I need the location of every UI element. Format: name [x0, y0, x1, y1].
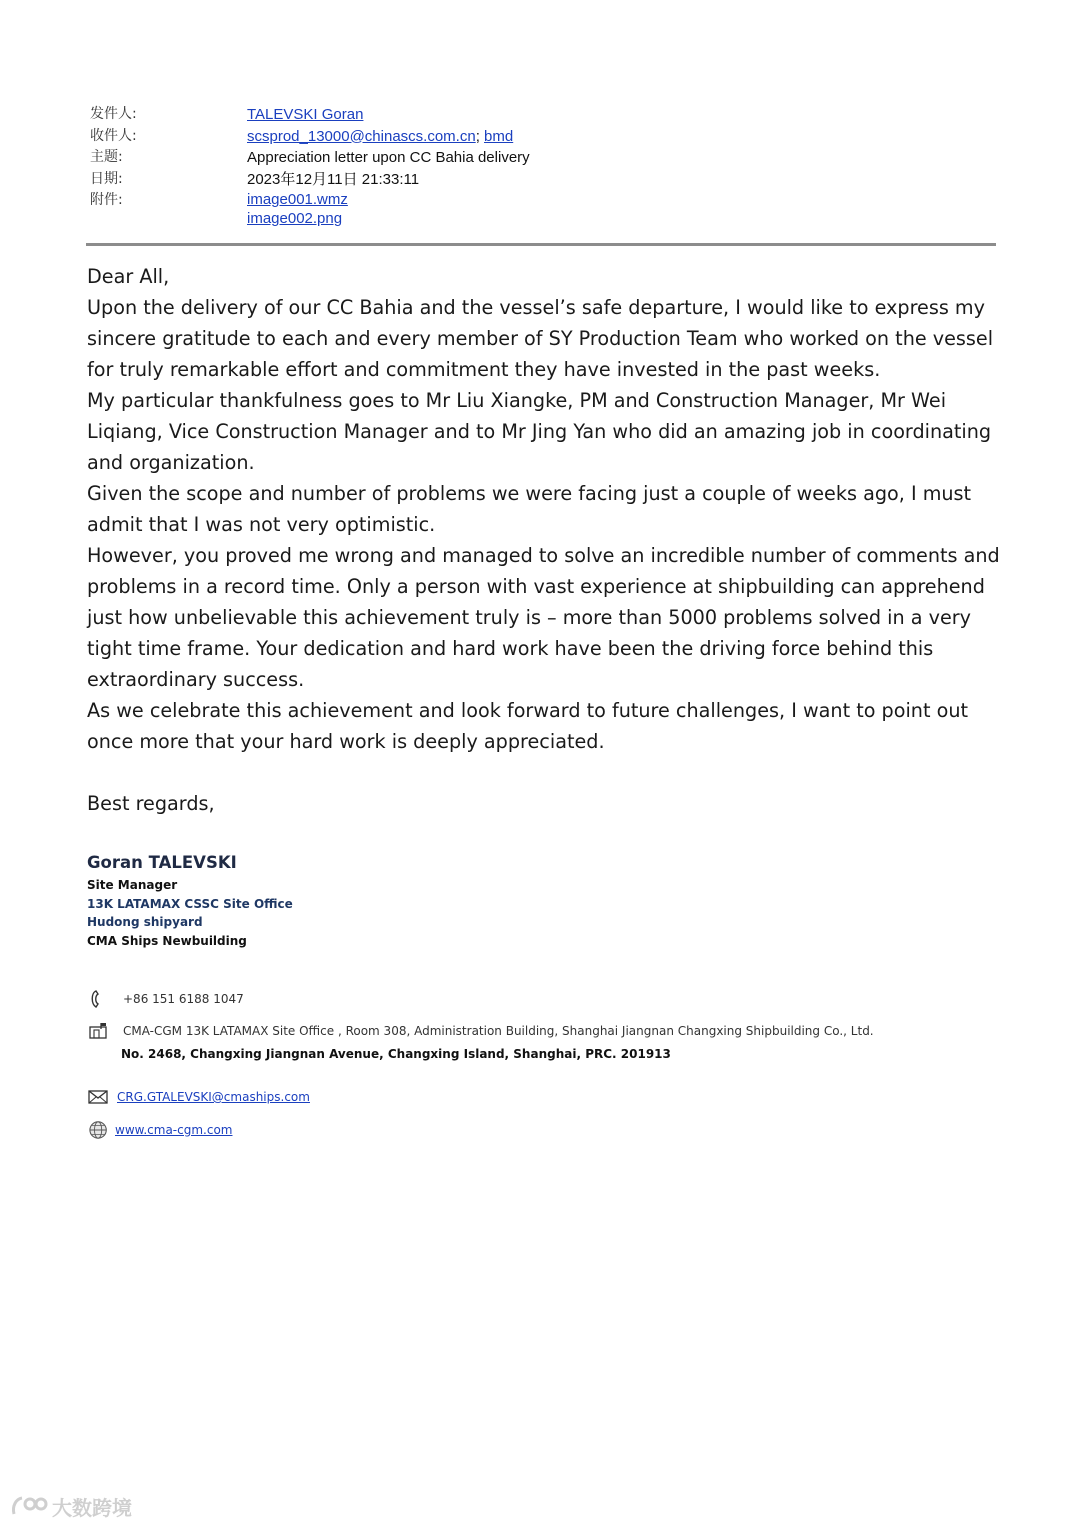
date-label: 日期:	[90, 170, 123, 187]
attachments-label: 附件:	[90, 192, 123, 208]
address-line-1: CMA-CGM 13K LATAMAX Site Office , Room 308, Administration Building, Shanghai Jiangnan Changxing Shipbuilding Co., Ltd.	[123, 1024, 874, 1038]
from-row	[90, 104, 996, 126]
signature-company: CMA Ships Newbuilding	[87, 933, 247, 948]
signature-office: 13K LATAMAX CSSC Site Office	[87, 896, 293, 911]
signature-block	[87, 853, 293, 950]
subject-label: 主题:	[90, 149, 123, 165]
date-value: 2023年12月11日 21:33:11	[247, 170, 420, 188]
watermark-text: 大数跨境	[52, 1496, 132, 1520]
envelope-icon	[87, 1087, 111, 1107]
attachment-link[interactable]: image001.wmz	[247, 191, 348, 208]
phone-icon	[87, 989, 111, 1009]
recipient-separator: ;	[475, 127, 480, 145]
signature-shipyard: Hudong shipyard	[87, 915, 203, 930]
to-row	[90, 126, 996, 148]
from-label: 发件人:	[90, 106, 137, 122]
to-label: 收件人:	[90, 127, 137, 144]
letter-body	[87, 261, 1002, 757]
address-row	[87, 1021, 874, 1041]
watermark-logo-icon	[10, 1494, 52, 1520]
sender-link[interactable]: TALEVSKI Goran	[247, 106, 364, 123]
greeting: Dear All,	[87, 265, 170, 288]
body-paragraph: As we celebrate this achievement and look forward to future challenges, I want to point out once more that your hard work is deeply appreciated.	[87, 699, 969, 753]
globe-icon	[87, 1120, 111, 1140]
mailbox-icon	[87, 1021, 111, 1041]
phone-row	[87, 989, 244, 1009]
email-link[interactable]: CRG.GTALEVSKI@cmaships.com	[117, 1090, 310, 1104]
body-paragraph: My particular thankfulness goes to Mr Liu Xiangke, PM and Construction Manager, Mr Wei Liqiang, Vice Construction Manager and to Mr Jing Yan who did an amazing job in coordinating and organization.	[87, 389, 992, 474]
body-paragraph: Given the scope and number of problems we were facing just a couple of weeks ago, I must admit that I was not very optimistic.	[87, 482, 972, 536]
header-separator	[86, 243, 996, 246]
email-header	[90, 104, 996, 228]
subject-value: Appreciation letter upon CC Bahia delivery	[247, 149, 530, 166]
email-row	[87, 1087, 310, 1107]
watermark	[10, 1492, 132, 1521]
recipient-link-2[interactable]: bmd	[484, 127, 514, 145]
address-line-2: No. 2468, Changxing Jiangnan Avenue, Changxing Island, Shanghai, PRC. 201913	[121, 1047, 671, 1061]
body-paragraph: Upon the delivery of our CC Bahia and the vessel’s safe departure, I would like to express my sincere gratitude to each and every member of SY Production Team who worked on the vessel for truly remarkable effort and commitment they have invested in the past weeks.	[87, 296, 994, 381]
date-row	[90, 169, 996, 191]
website-row	[87, 1120, 232, 1140]
phone-number: +86 151 6188 1047	[123, 992, 244, 1006]
signature-name: Goran TALEVSKI	[87, 853, 237, 872]
signature-title: Site Manager	[87, 878, 178, 892]
recipient-link-1[interactable]: scsprod_13000@chinascs.com.cn	[247, 127, 476, 145]
website-link[interactable]: www.cma-cgm.com	[115, 1123, 233, 1137]
attachment-link[interactable]: image002.png	[247, 210, 343, 227]
subject-row	[90, 147, 996, 169]
closing: Best regards,	[87, 792, 215, 815]
attachments-row	[90, 190, 996, 228]
body-paragraph: However, you proved me wrong and managed to solve an incredible number of comments and problems in a record time. Only a person with vast experience at shipbuilding can apprehend just how unbelievable this achievement truly is – more than 5000 problems solved in a very tight time frame. Your dedication and hard work have been the driving force behind this extraordinary success.	[87, 544, 1000, 691]
